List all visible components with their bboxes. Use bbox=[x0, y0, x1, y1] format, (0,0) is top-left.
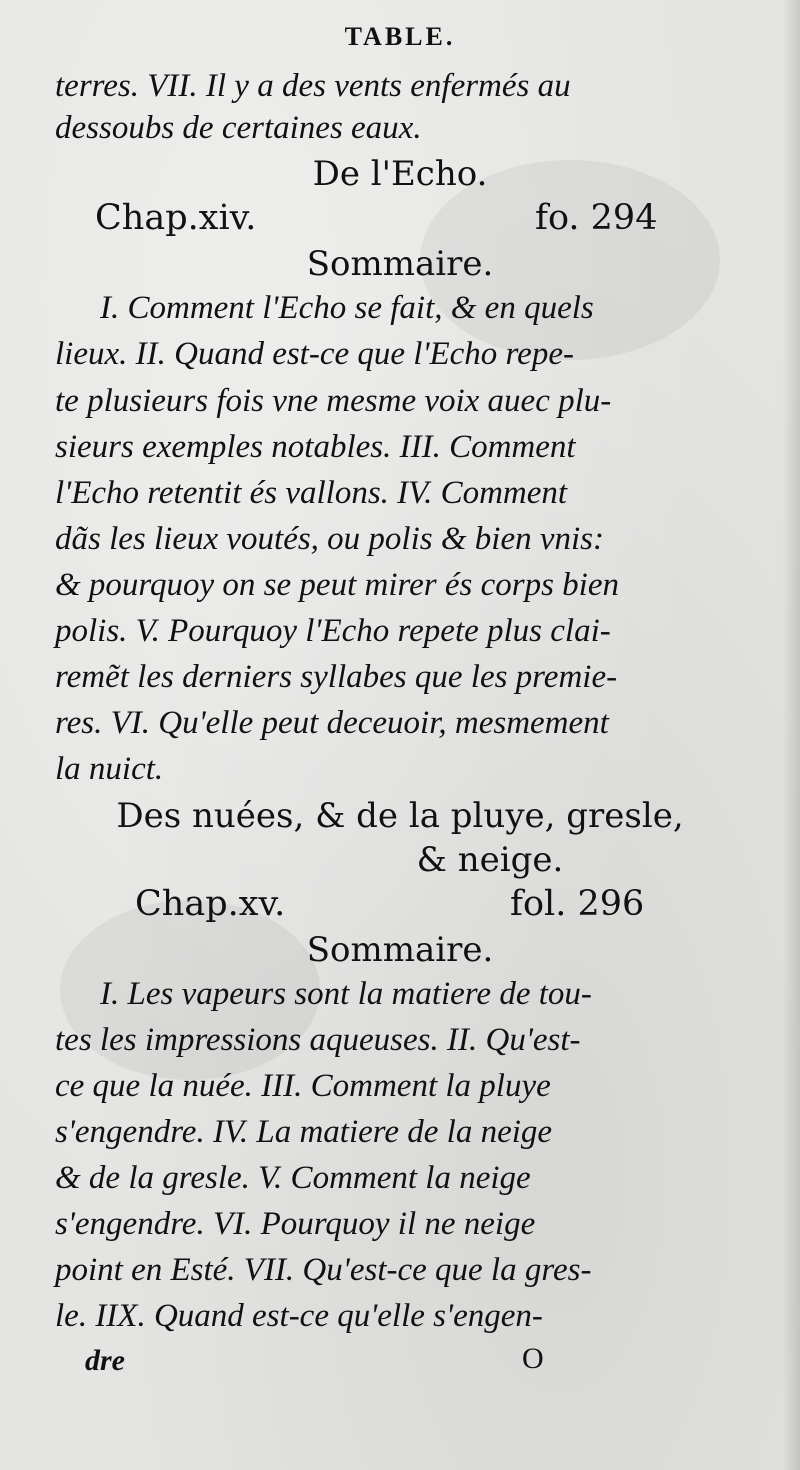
text-line: I. Comment l'Echo se fait, & en quels bbox=[100, 290, 594, 326]
catchword: dre bbox=[85, 1344, 125, 1377]
running-head: TABLE. bbox=[344, 22, 456, 51]
text-line: terres. VII. Il y a des vents enfermés au bbox=[55, 68, 571, 104]
section-heading: Des nuées, & de la pluye, gresle, bbox=[116, 796, 684, 836]
sommaire-heading: Sommaire. bbox=[306, 244, 494, 284]
text-line: ce que la nuée. III. Comment la pluye bbox=[55, 1068, 551, 1104]
text-line: s'engendre. IV. La matiere de la neige bbox=[55, 1114, 553, 1150]
page-edge-shadow bbox=[782, 0, 800, 1470]
text-line: sieurs exemples notables. III. Comment bbox=[55, 429, 576, 465]
text-line: le. IIX. Quand est-ce qu'elle s'engen- bbox=[55, 1298, 543, 1334]
text-line: remẽt les derniers syllabes que les premie- bbox=[55, 659, 618, 695]
text-line: tes les impressions aqueuses. II. Qu'est- bbox=[55, 1022, 581, 1058]
chapter-label: Chap.xiv. bbox=[95, 198, 257, 238]
text-line: l'Echo retentit és vallons. IV. Comment bbox=[55, 475, 568, 511]
text-line: & pourquoy on se peut mirer és corps bien bbox=[55, 567, 619, 603]
text-line: & de la gresle. V. Comment la neige bbox=[55, 1160, 531, 1196]
text-line: res. VI. Qu'elle peut deceuoir, mesmement bbox=[55, 705, 609, 741]
section-heading: De l'Echo. bbox=[312, 154, 488, 194]
folio-number: fo. 294 bbox=[535, 198, 658, 238]
text-line: dessoubs de certaines eaux. bbox=[55, 110, 422, 146]
text-line: lieux. II. Quand est-ce que l'Echo repe- bbox=[55, 336, 574, 372]
chapter-label: Chap.xv. bbox=[135, 884, 286, 924]
text-line: la nuict. bbox=[55, 751, 164, 787]
text-line: s'engendre. VI. Pourquoy il ne neige bbox=[55, 1206, 536, 1242]
text-line: I. Les vapeurs sont la matiere de tou- bbox=[100, 976, 592, 1012]
text-line: dãs les lieux voutés, ou polis & bien vnis: bbox=[55, 521, 604, 557]
section-heading-continued: & neige. bbox=[416, 840, 564, 880]
signature-mark: O bbox=[522, 1342, 544, 1375]
text-line: te plusieurs fois vne mesme voix auec plu- bbox=[55, 383, 612, 419]
sommaire-heading: Sommaire. bbox=[306, 930, 494, 970]
folio-number: fol. 296 bbox=[510, 884, 645, 924]
text-line: point en Esté. VII. Qu'est-ce que la gres- bbox=[55, 1252, 592, 1288]
text-line: polis. V. Pourquoy l'Echo repete plus clai- bbox=[55, 613, 611, 649]
